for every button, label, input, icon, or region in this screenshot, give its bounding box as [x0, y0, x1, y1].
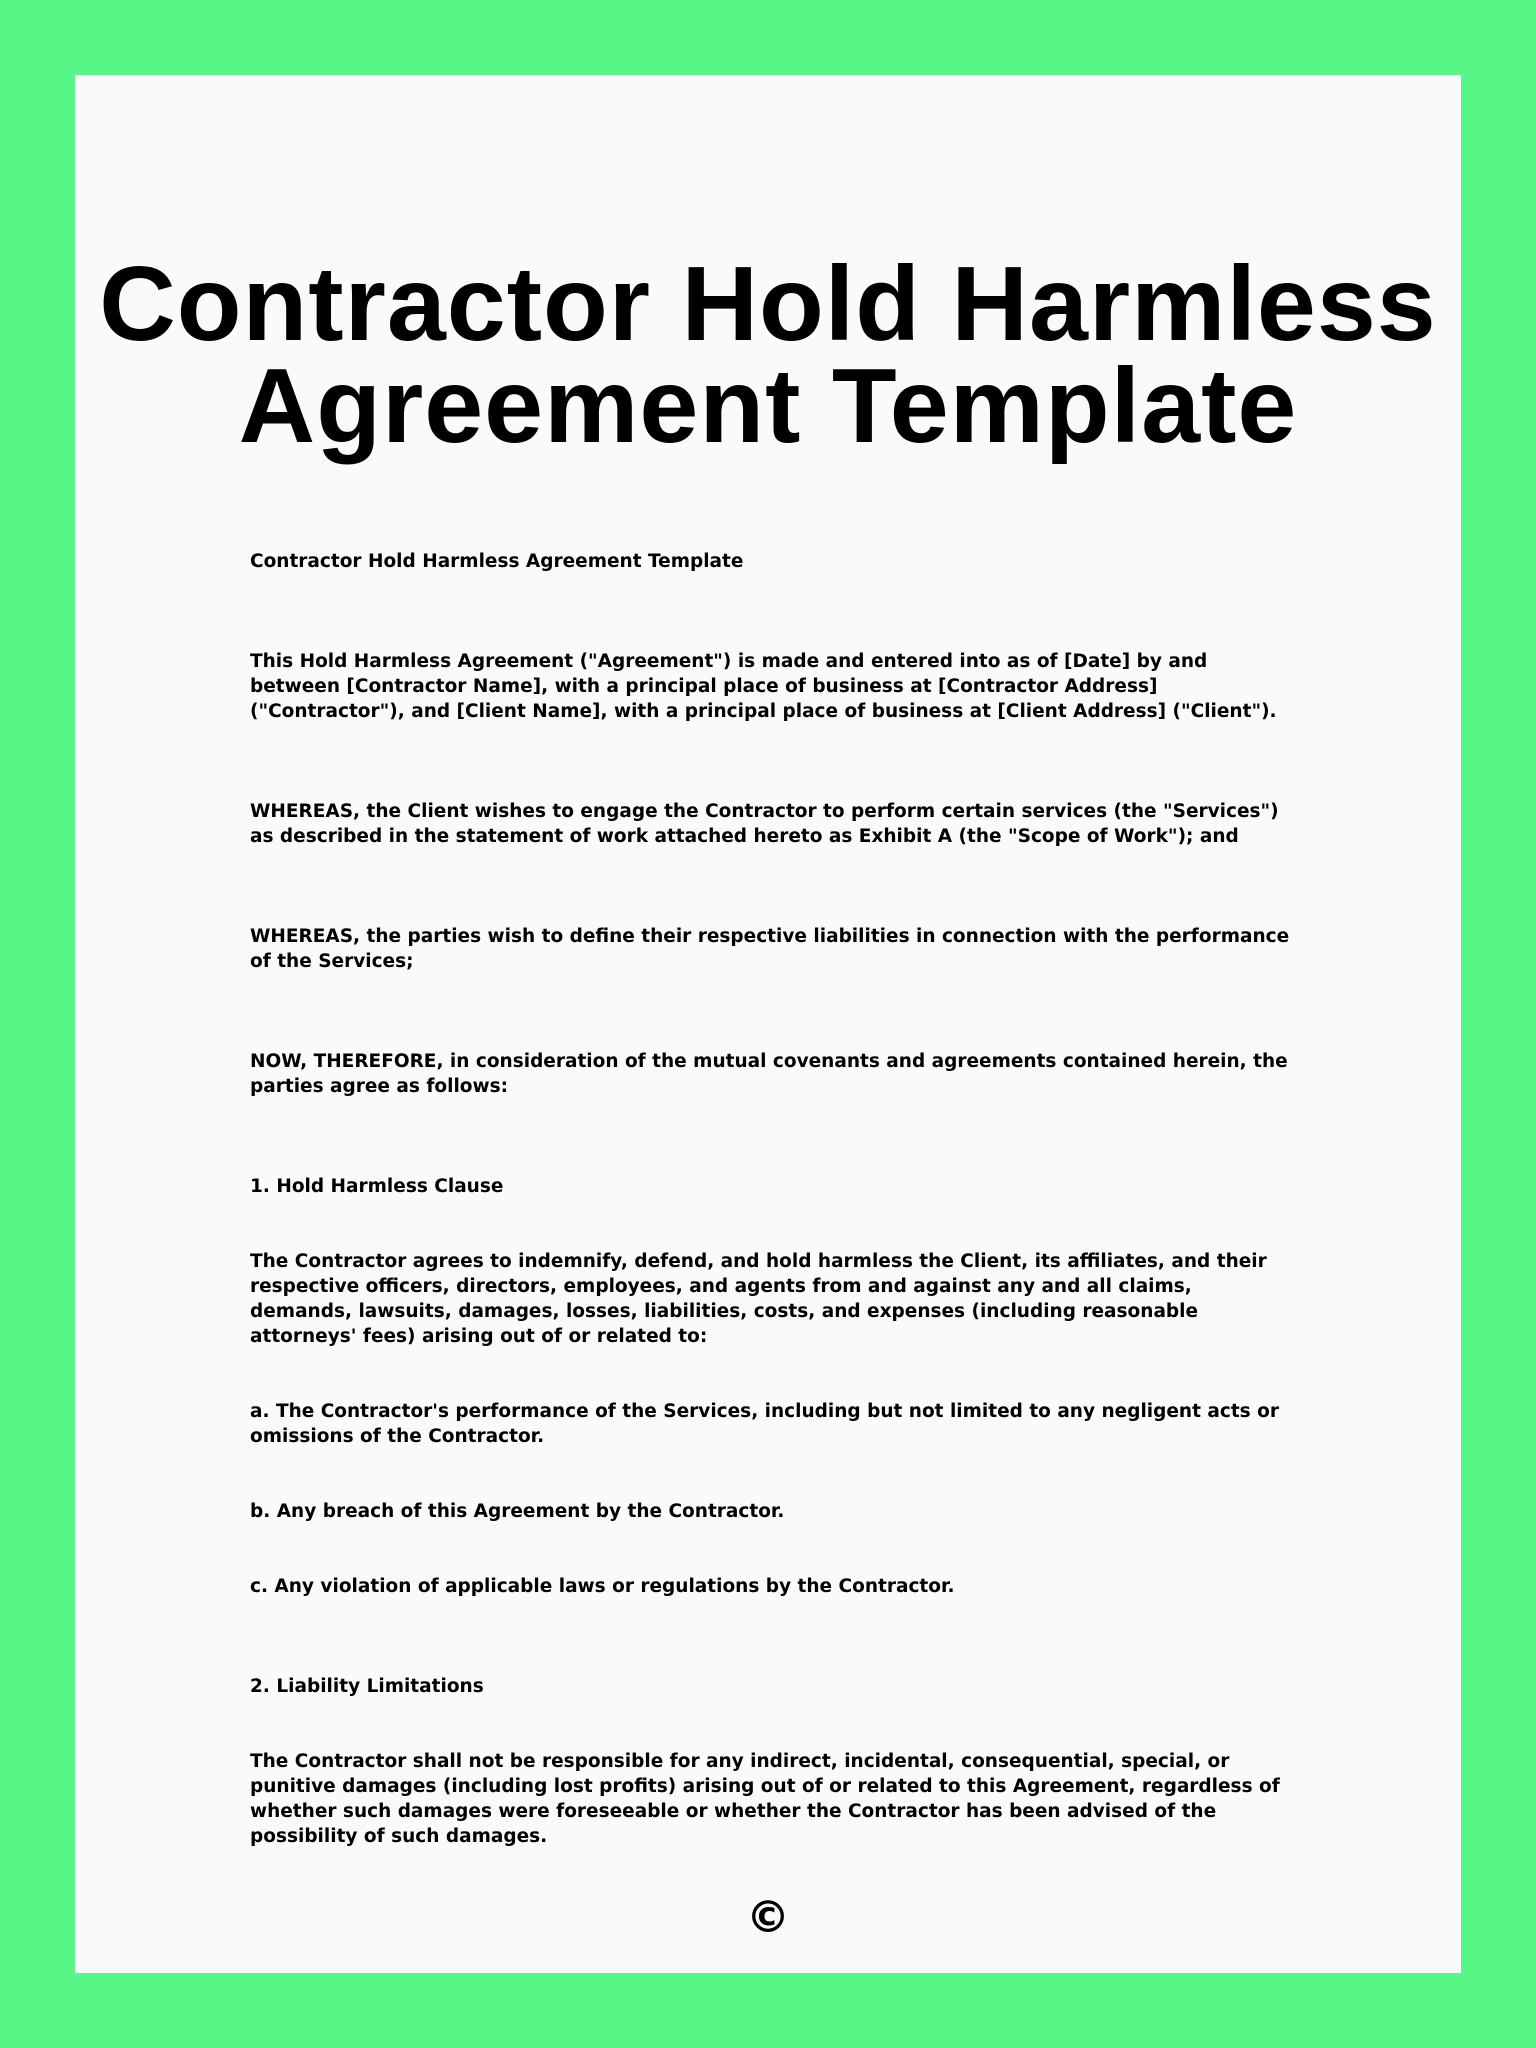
intro-paragraph: This Hold Harmless Agreement ("Agreement") is made and entered into as of [Date] by and between [Contractor Name], with a principal place of business at [Contractor Address] ("Contractor"), and [Client Name], with a principal place of business at [Client Address] ("Client").	[250, 651, 1277, 722]
section-1-body: The Contractor agrees to indemnify, defend, and hold harmless the Client, its affiliates, and their respective officers, directors, employees, and agents from and against any and all claims, demands, lawsuits, damages, losses, liabilities, costs, and expenses (including reasonable attorneys' fees) arising out of or related to:	[250, 1251, 1267, 1347]
item-c: c. Any violation of applicable laws or regulations by the Contractor.	[250, 1576, 955, 1597]
document-title-line-1: Contractor Hold Harmless	[99, 245, 1437, 363]
whereas-paragraph-1: WHEREAS, the Client wishes to engage the Contractor to perform certain services (the "Services") as described in the statement of work attached hereto as Exhibit A (the "Scope of Work"); and	[250, 801, 1279, 847]
document-body	[250, 549, 1290, 1849]
item-b: b. Any breach of this Agreement by the Contractor.	[250, 1501, 785, 1522]
whereas-paragraph-2: WHEREAS, the parties wish to define their respective liabilities in connection with the performance of the Services;	[250, 926, 1290, 972]
document-subtitle: Contractor Hold Harmless Agreement Template	[250, 551, 744, 572]
document-page	[75, 75, 1461, 1973]
section-2-heading: 2. Liability Limitations	[250, 1676, 484, 1697]
section-1-heading: 1. Hold Harmless Clause	[250, 1176, 504, 1197]
copyright-icon: ©	[746, 1892, 790, 1943]
item-a: a. The Contractor's performance of the Services, including but not limited to any negligent acts or omissions of the Contractor.	[250, 1401, 1279, 1447]
document-title	[75, 245, 1461, 465]
document-title-line-2: Agreement Template	[238, 347, 1298, 465]
section-2-body: The Contractor shall not be responsible for any indirect, incidental, consequential, special, or punitive damages (including lost profits) arising out of or related to this Agreement, regardless of whether such damages were foreseeable or whether the Contractor has been advised of the possibility of such damages.	[250, 1751, 1280, 1847]
now-therefore-paragraph: NOW, THEREFORE, in consideration of the mutual covenants and agreements contained herein, the parties agree as follows:	[250, 1051, 1288, 1097]
